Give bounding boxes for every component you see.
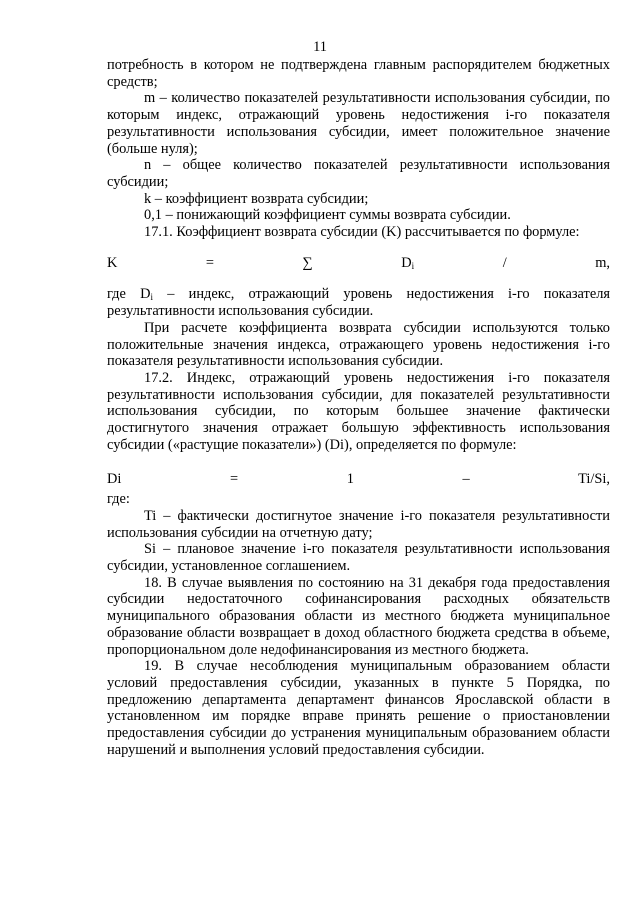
where-label: где: — [107, 491, 130, 508]
definition-si: Si – плановое значение i-го показателя результативности использования субсидии, установленное соглашением. — [107, 541, 610, 574]
formula-di: Di = 1 – Ti/Si, — [107, 471, 610, 488]
paragraph-continuation: потребность в котором не подтверждена главным распорядителем бюджетных средств; — [107, 57, 610, 90]
definition-m: m – количество показателей результативности использования субсидии, по которым индекс, отражающий уровень недостижения i-го показателя результативности использования субсидии, имеет положительное значение (больше нуля); — [107, 90, 610, 157]
page-number: 11 — [313, 39, 327, 55]
definition-coefficient: 0,1 – понижающий коэффициент суммы возврата субсидии. — [144, 207, 511, 224]
clause-19: 19. В случае несоблюдения муниципальным образованием области условий предоставления субсидии, указанных в пункте 5 Порядка, по предложению департамента департамент финансов Ярославской области в установленном им порядке вправе принять решение о приостановлении предоставления субсидии до устранения муниципальным образованием области нарушений и выполнения условий предоставления субсидии. — [107, 658, 610, 758]
definition-ti: Ti – фактически достигнутое значение i-го показателя результативности использования субсидии на отчетную дату; — [107, 507, 610, 541]
clause-18: 18. В случае выявления по состоянию на 31 декабря года предоставления субсидии недостаточного софинансирования расходных обязательств муниципального образования области из местного бюджета муниципальное образование области возвращает в доход областного бюджета средства в объеме, пропорциональном доле недофинансирования из местного бюджета. — [107, 574, 610, 658]
formula-k: K = ∑ $D_i$ / m, — [107, 254, 610, 271]
clause-17-1: 17.1. Коэффициент возврата субсидии (K) рассчитывается по формуле: — [144, 224, 580, 241]
clause-17-2: 17.2. Индекс, отражающий уровень недостижения i-го показателя результативности использования субсидии, для показателей результативности использования субсидии, по которым большее значение фактически достигнутого значения отражает большую эффективность использования субсидии («растущие показатели») (Di), определяется по формуле: — [107, 369, 610, 453]
definition-di: где $D_i$ – индекс, отражающий уровень недостижения i-го показателя результативности использования субсидии. — [107, 286, 611, 320]
definition-k: k – коэффициент возврата субсидии; — [144, 190, 369, 207]
document-body — [107, 57, 610, 758]
paragraph-positive-values: При расчете коэффициента возврата субсидии используются только положительные значения индекса, отражающего уровень недостижения i-го показателя результативности использования субсидии. — [107, 319, 610, 370]
definition-n: n – общее количество показателей результативности использования субсидии; — [107, 157, 610, 190]
